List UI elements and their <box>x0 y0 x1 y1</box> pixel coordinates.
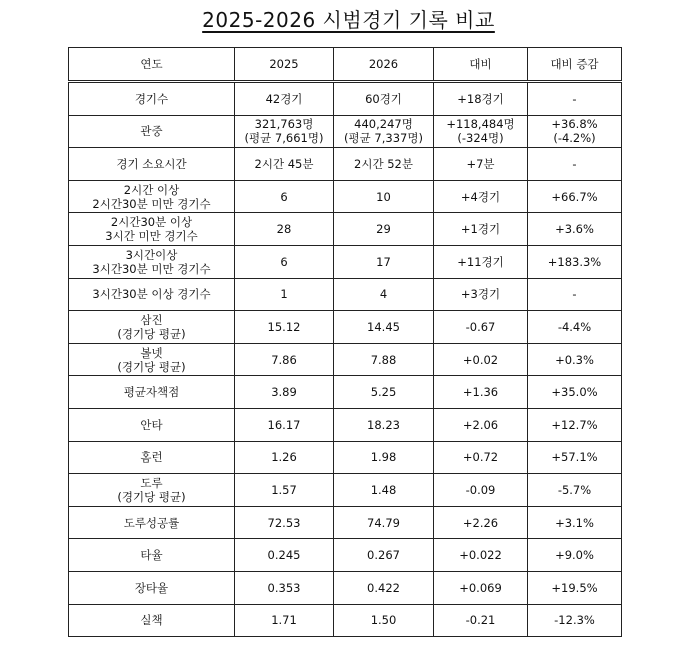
value-2026-cell: 4 <box>334 278 434 311</box>
change-cell: +19.5% <box>528 571 622 604</box>
row-label-cell: 도루 (경기당 평균) <box>69 474 235 507</box>
table-row <box>69 180 622 213</box>
change-cell: -4.4% <box>528 311 622 344</box>
diff-cell: +0.72 <box>434 441 528 474</box>
table-row <box>69 441 622 474</box>
diff-cell: +2.06 <box>434 408 528 441</box>
header-cell-change: 대비 증감 <box>528 48 622 82</box>
change-cell: +66.7% <box>528 180 622 213</box>
change-cell: +36.8% (-4.2%) <box>528 115 622 148</box>
change-cell: - <box>528 148 622 181</box>
value-2025-cell: 1.26 <box>235 441 334 474</box>
header-cell-2026: 2026 <box>334 48 434 82</box>
value-2026-cell: 14.45 <box>334 311 434 344</box>
value-2026-cell: 7.88 <box>334 343 434 376</box>
value-2026-cell: 5.25 <box>334 376 434 409</box>
value-2026-cell: 1.98 <box>334 441 434 474</box>
change-cell: +3.6% <box>528 213 622 246</box>
value-2025-cell: 72.53 <box>235 506 334 539</box>
value-2025-cell: 42경기 <box>235 82 334 116</box>
value-2025-cell: 1 <box>235 278 334 311</box>
table-row <box>69 213 622 246</box>
row-label-cell: 3시간30분 이상 경기수 <box>69 278 235 311</box>
value-2025-cell: 15.12 <box>235 311 334 344</box>
value-2025-cell: 16.17 <box>235 408 334 441</box>
value-2025-cell: 0.353 <box>235 571 334 604</box>
change-cell: - <box>528 278 622 311</box>
row-label-cell: 2시간30분 이상 3시간 미만 경기수 <box>69 213 235 246</box>
value-2026-cell: 29 <box>334 213 434 246</box>
row-label-cell: 경기 소요시간 <box>69 148 235 181</box>
value-2026-cell: 60경기 <box>334 82 434 116</box>
page-title <box>0 4 697 33</box>
value-2026-cell: 1.48 <box>334 474 434 507</box>
comparison-table-body <box>69 48 622 637</box>
value-2025-cell: 28 <box>235 213 334 246</box>
table-row <box>69 474 622 507</box>
change-cell: - <box>528 82 622 116</box>
comparison-table <box>68 47 622 637</box>
change-cell: +35.0% <box>528 376 622 409</box>
row-label-cell: 실책 <box>69 604 235 637</box>
diff-cell: -0.21 <box>434 604 528 637</box>
table-row <box>69 343 622 376</box>
diff-cell: +0.022 <box>434 539 528 572</box>
table-row <box>69 82 622 116</box>
value-2026-cell: 0.422 <box>334 571 434 604</box>
value-2026-cell: 17 <box>334 245 434 278</box>
value-2025-cell: 6 <box>235 245 334 278</box>
change-cell: -5.7% <box>528 474 622 507</box>
row-label-cell: 장타율 <box>69 571 235 604</box>
row-label-cell: 안타 <box>69 408 235 441</box>
table-row <box>69 115 622 148</box>
header-cell-diff: 대비 <box>434 48 528 82</box>
table-row <box>69 506 622 539</box>
value-2025-cell: 7.86 <box>235 343 334 376</box>
table-row <box>69 604 622 637</box>
value-2025-cell: 0.245 <box>235 539 334 572</box>
value-2026-cell: 74.79 <box>334 506 434 539</box>
change-cell: +183.3% <box>528 245 622 278</box>
diff-cell: +0.02 <box>434 343 528 376</box>
table-row <box>69 278 622 311</box>
diff-cell: +4경기 <box>434 180 528 213</box>
diff-cell: +1경기 <box>434 213 528 246</box>
diff-cell: +1.36 <box>434 376 528 409</box>
value-2025-cell: 1.57 <box>235 474 334 507</box>
table-row <box>69 245 622 278</box>
table-header-row <box>69 48 622 82</box>
table-row <box>69 376 622 409</box>
diff-cell: +3경기 <box>434 278 528 311</box>
table-row <box>69 571 622 604</box>
change-cell: +57.1% <box>528 441 622 474</box>
diff-cell: +2.26 <box>434 506 528 539</box>
diff-cell: -0.67 <box>434 311 528 344</box>
table-row <box>69 539 622 572</box>
row-label-cell: 타율 <box>69 539 235 572</box>
row-label-cell: 3시간이상 3시간30분 미만 경기수 <box>69 245 235 278</box>
row-label-cell: 경기수 <box>69 82 235 116</box>
diff-cell: +18경기 <box>434 82 528 116</box>
value-2025-cell: 321,763명 (평균 7,661명) <box>235 115 334 148</box>
value-2025-cell: 6 <box>235 180 334 213</box>
row-label-cell: 평균자책점 <box>69 376 235 409</box>
header-cell-2025: 2025 <box>235 48 334 82</box>
change-cell: +9.0% <box>528 539 622 572</box>
value-2026-cell: 2시간 52분 <box>334 148 434 181</box>
page-title-text: 2025-2026 시범경기 기록 비교 <box>202 8 495 32</box>
value-2026-cell: 10 <box>334 180 434 213</box>
diff-cell: -0.09 <box>434 474 528 507</box>
value-2026-cell: 18.23 <box>334 408 434 441</box>
row-label-cell: 관중 <box>69 115 235 148</box>
row-label-cell: 삼진 (경기당 평균) <box>69 311 235 344</box>
row-label-cell: 도루성공률 <box>69 506 235 539</box>
row-label-cell: 2시간 이상 2시간30분 미만 경기수 <box>69 180 235 213</box>
row-label-cell: 홈런 <box>69 441 235 474</box>
change-cell: +3.1% <box>528 506 622 539</box>
value-2025-cell: 3.89 <box>235 376 334 409</box>
header-cell-year: 연도 <box>69 48 235 82</box>
table-row <box>69 408 622 441</box>
table-row <box>69 148 622 181</box>
row-label-cell: 볼넷 (경기당 평균) <box>69 343 235 376</box>
change-cell: +0.3% <box>528 343 622 376</box>
diff-cell: +0.069 <box>434 571 528 604</box>
value-2026-cell: 440,247명 (평균 7,337명) <box>334 115 434 148</box>
diff-cell: +118,484명 (-324명) <box>434 115 528 148</box>
change-cell: -12.3% <box>528 604 622 637</box>
value-2026-cell: 1.50 <box>334 604 434 637</box>
diff-cell: +11경기 <box>434 245 528 278</box>
diff-cell: +7분 <box>434 148 528 181</box>
value-2026-cell: 0.267 <box>334 539 434 572</box>
table-row <box>69 311 622 344</box>
value-2025-cell: 1.71 <box>235 604 334 637</box>
change-cell: +12.7% <box>528 408 622 441</box>
value-2025-cell: 2시간 45분 <box>235 148 334 181</box>
